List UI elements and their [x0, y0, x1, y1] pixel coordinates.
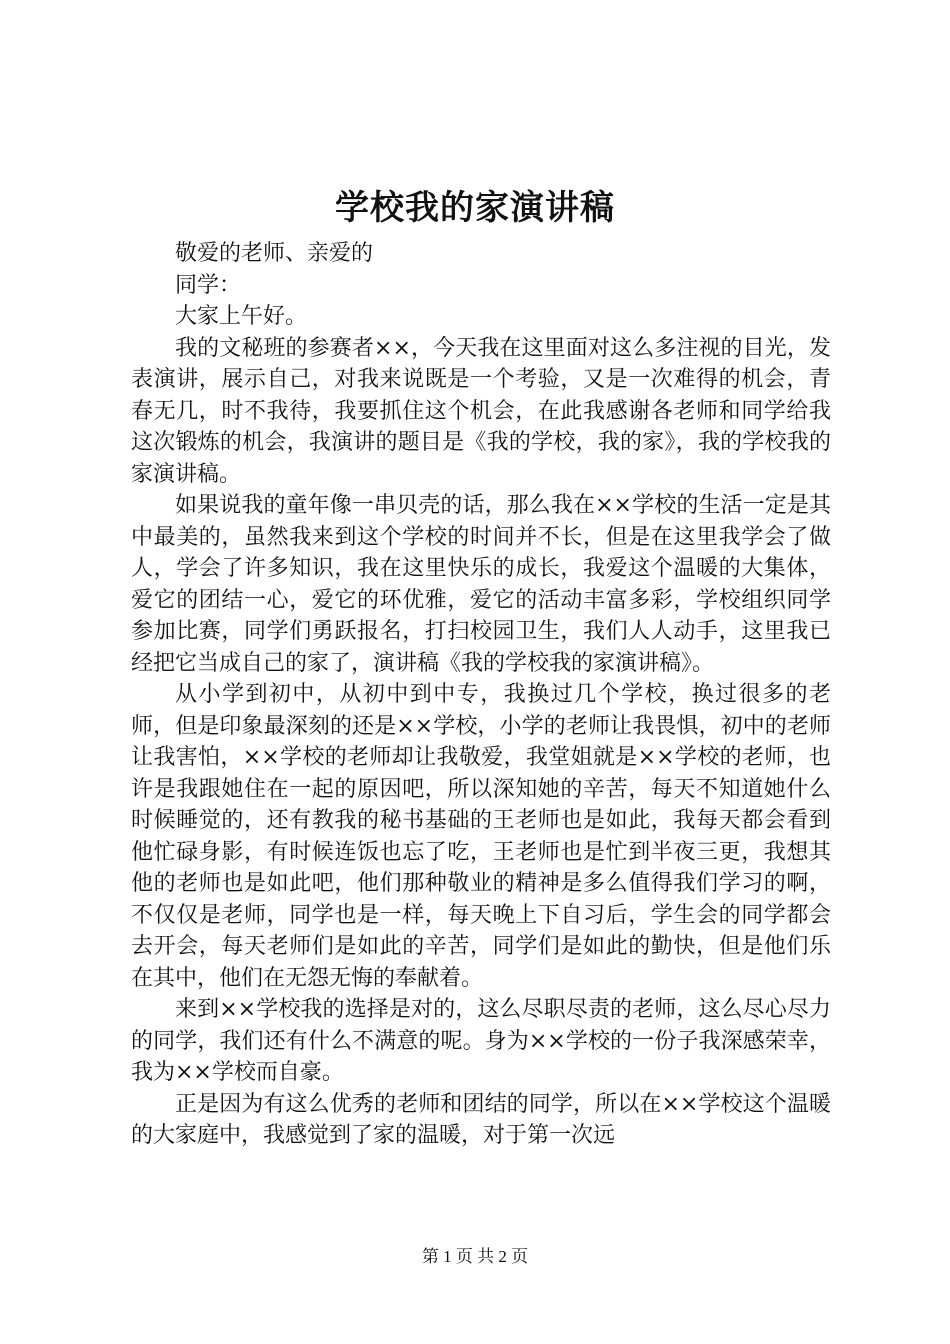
salutation-line-1: 敬爱的老师、亲爱的	[175, 241, 374, 266]
document-body	[131, 238, 831, 1152]
page-number-footer: 第 1 页 共 2 页	[421, 1247, 529, 1266]
paragraph-warmth: 正是因为有这么优秀的老师和团结的同学，所以在××学校这个温暖的大家庭中，我感觉到了家的温暖，对于第一次远	[131, 1091, 831, 1148]
greeting: 大家上午好。	[175, 304, 308, 329]
salutation-line-2: 同学：	[175, 272, 242, 298]
document-title: 学校我的家演讲稿	[335, 188, 615, 228]
paragraph-choice: 来到××学校我的选择是对的，这么尽职尽责的老师，这么尽心尽力的同学，我们还有什么不满意的呢。身为××学校的一份子我深感荣幸，我为××学校而自豪。	[131, 997, 831, 1085]
paragraph-teachers: 从小学到初中，从初中到中专，我换过几个学校，换过很多的老师，但是印象最深刻的还是××学校，小学的老师让我畏惧，初中的老师让我害怕，××学校的老师却让我敬爱，我堂姐就是××学校的老师，也许是我跟她住在一起的原因吧，所以深知她的辛苦，每天不知道她什么时候睡觉的，还有教我的秘书基础的王老师也是如此，我每天都会看到他忙碌身影，有时候连饭也忘了吃，王老师也是忙到半夜三更，我想其他的老师也是如此吧，他们那种敬业的精神是多么值得我们学习的啊，不仅仅是老师，同学也是一样，每天晚上下自习后，学生会的同学都会去开会，每天老师们是如此的辛苦，同学们是如此的勤快，但是他们乐在其中，他们在无怨无悔的奉献着。	[131, 682, 831, 991]
paragraph-introduction: 我的文秘班的参赛者××，今天我在这里面对这么多注视的目光，发表演讲，展示自己，对我来说既是一个考验，又是一次难得的机会，青春无几，时不我待，我要抓住这个机会，在此我感谢各老师和同学给我这次锻炼的机会，我演讲的题目是《我的学校，我的家》，我的学校我的家演讲稿。	[131, 335, 831, 487]
paragraph-childhood: 如果说我的童年像一串贝壳的话，那么我在××学校的生活一定是其中最美的，虽然我来到这个学校的时间并不长，但是在这里我学会了做人，学会了许多知识，我在这里快乐的成长，我爱这个温暖的大集体，爱它的团结一心，爱它的环优雅，爱它的活动丰富多彩，学校组织同学参加比赛，同学们勇跃报名，打扫校园卫生，我们人人动手，这里我已经把它当成自己的家了，演讲稿《我的学校我的家演讲稿》。	[131, 493, 831, 676]
